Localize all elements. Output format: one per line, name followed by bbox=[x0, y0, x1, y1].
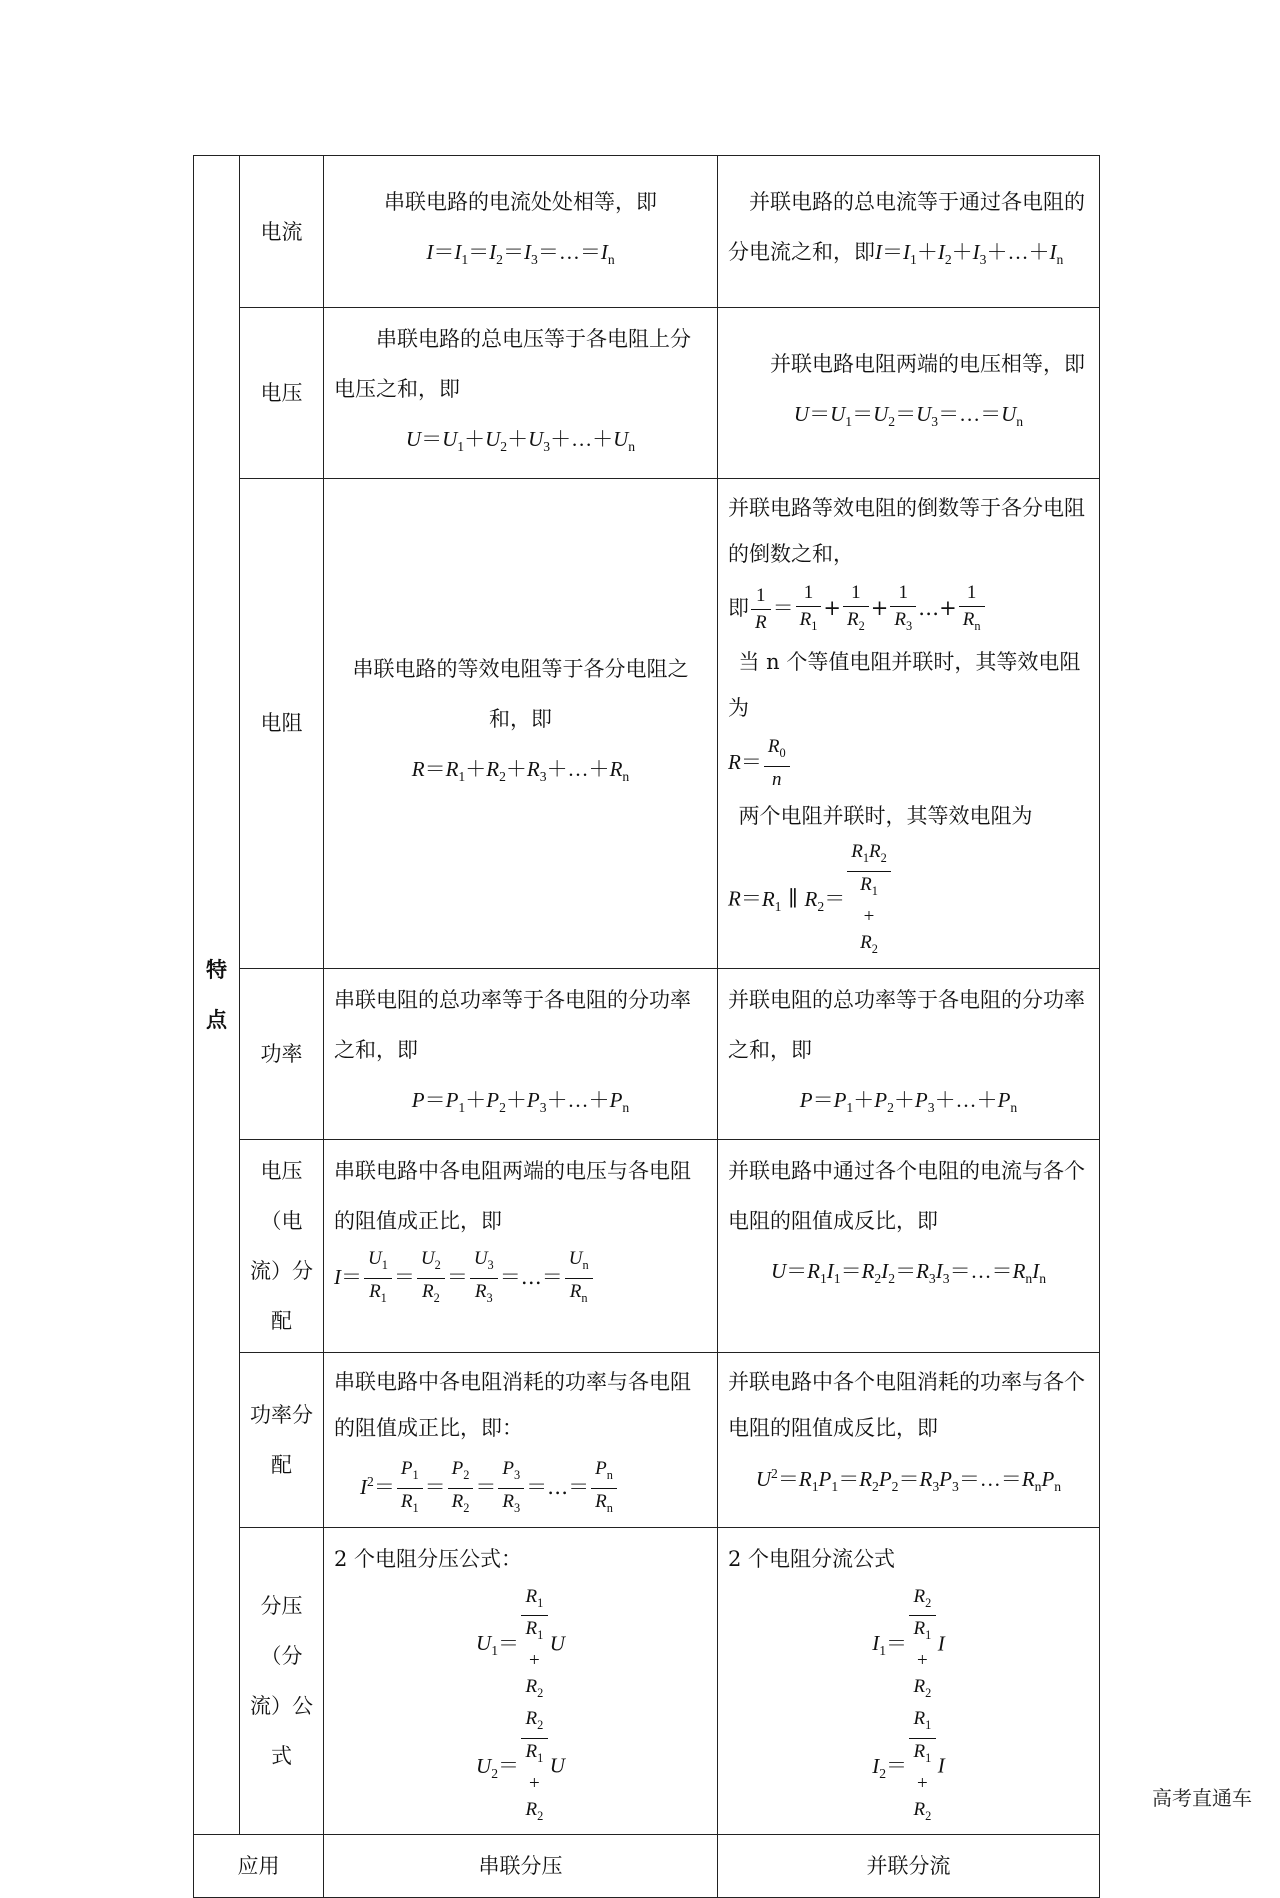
parallel-formula-i1: $I_1=$ $R_2$ $R_1$ + $R_2$ I bbox=[872, 1585, 945, 1700]
parallel-text-current bbox=[728, 177, 1089, 285]
parallel-text-current-body: 并联电路的总电流等于通过各电阻的分电流之和，即 bbox=[728, 190, 1085, 265]
parallel-cell-power-distribution bbox=[718, 1352, 1100, 1527]
row-current bbox=[194, 156, 1100, 308]
series-text-current: 串联电路的电流处处相等，即 bbox=[384, 190, 657, 215]
parallel-text-resistance-2: 当 n 个等值电阻并联时，其等效电阻为 bbox=[728, 650, 1081, 721]
series-text-voltage: 串联电路的总电压等于各电阻上分电压之和，即 bbox=[334, 327, 691, 401]
row-power bbox=[194, 968, 1100, 1139]
series-formula-u1: $U_1=$ $R_1$ $R_1$ + $R_2$ U bbox=[476, 1585, 565, 1700]
parallel-formula-equal-resistors: R＝ $\frac{R_0}{n}$ bbox=[728, 731, 1089, 793]
parallel-cell-divider-formula bbox=[718, 1527, 1100, 1835]
series-cell-application: 串联分压 bbox=[324, 1835, 718, 1898]
row-power-distribution bbox=[194, 1352, 1100, 1527]
parallel-text-power: 并联电阻的总功率等于各电阻的分功率之和，即 bbox=[728, 987, 1085, 1062]
parallel-text-vc-distribution: 并联电路中通过各个电阻的电流与各个电阻的阻值成反比，即 bbox=[728, 1158, 1085, 1233]
group-label-features bbox=[194, 156, 240, 1835]
row-vc-distribution bbox=[194, 1139, 1100, 1352]
series-cell-current bbox=[324, 156, 718, 308]
series-formula-resistance: $R=R_1+R_2+R_3+\dots+R_n$ bbox=[411, 757, 630, 785]
parallel-cell-voltage bbox=[718, 308, 1100, 479]
parallel-formula-two-resistors: $R=R_1$ ∥ $R_2=$ $R_1R_2$ $R_1$ + $R_2$ bbox=[728, 839, 1089, 961]
row-label-power-distribution: 功率分配 bbox=[240, 1352, 324, 1527]
circuit-comparison-table bbox=[193, 155, 1100, 1898]
parallel-cell-vc-distribution bbox=[718, 1139, 1100, 1352]
series-cell-resistance bbox=[324, 479, 718, 968]
row-label-voltage: 电压 bbox=[240, 308, 324, 479]
row-application bbox=[194, 1835, 1100, 1898]
row-label-power: 功率 bbox=[240, 968, 324, 1139]
series-formula-power: $P=P_1+P_2+P_3+\dots+P_n$ bbox=[411, 1087, 630, 1115]
series-cell-power bbox=[324, 968, 718, 1139]
series-formula-current: $I=I_1=I_2=I_3=\dots=I_n$ bbox=[426, 240, 615, 268]
row-label-resistance: 电阻 bbox=[240, 479, 324, 968]
parallel-formula-vc-distribution: $U=R_1I_1=R_2I_2=R_3I_3=\dots=R_nI_n$ bbox=[770, 1258, 1047, 1286]
series-cell-voltage bbox=[324, 308, 718, 479]
series-text-divider-formula: 2 个电阻分压公式： bbox=[334, 1546, 523, 1571]
parallel-formula-power: $P=P_1+P_2+P_3+\dots+P_n$ bbox=[799, 1087, 1018, 1115]
series-text-power: 串联电阻的总功率等于各电阻的分功率之和，即 bbox=[334, 987, 691, 1062]
parallel-formula-i2: $I_2=$ $R_1$ $R_1$ + $R_2$ I bbox=[872, 1707, 945, 1823]
row-divider-formula bbox=[194, 1527, 1100, 1835]
series-cell-power-distribution bbox=[324, 1352, 718, 1527]
parallel-formula-current: $I=I_1+I_2+I_3+\dots+I_n$ bbox=[875, 240, 1064, 268]
row-resistance bbox=[194, 479, 1100, 968]
row-label-current: 电流 bbox=[240, 156, 324, 308]
parallel-cell-power bbox=[718, 968, 1100, 1139]
series-cell-divider-formula bbox=[324, 1527, 718, 1835]
parallel-formula-reciprocal: 即 $\frac{1}{R}$ ＝ $\frac{1}{R_1}$ + $\frac{1}{R_2}$ + $\frac{1}{R_3}$ …+ $\frac{1}{R_n}$ bbox=[728, 577, 1089, 639]
series-formula-power-distribution: $I^2=$ $\frac{P_1}{R_1}$ ＝ $\frac{P_2}{R_2}$ ＝ $\frac{P_3}{R_3}$ ＝…＝ $\frac{P_n}{R_n}$ bbox=[334, 1451, 707, 1521]
series-formula-voltage: $U=U_1+U_2+U_3+\dots+U_n$ bbox=[405, 427, 636, 455]
parallel-formula-voltage: $U=U_1=U_2=U_3=\dots=U_n$ bbox=[793, 402, 1024, 430]
series-text-power-distribution: 串联电路中各电阻消耗的功率与各电阻的阻值成正比，即： bbox=[334, 1369, 691, 1440]
row-label-divider-formula: 分压（分流）公式 bbox=[240, 1527, 324, 1835]
parallel-ji-label: 即 bbox=[728, 596, 749, 621]
parallel-text-resistance-1: 并联电路等效电阻的倒数等于各分电阻的倒数之和， bbox=[728, 496, 1085, 567]
group-label-text: 特点 bbox=[206, 957, 227, 1033]
series-formula-vc-distribution: I＝ $\frac{U_1}{R_1}$ ＝ $\frac{U_2}{R_2}$ ＝ $\frac{U_3}{R_3}$ ＝…＝ $\frac{U_n}{R_n}$ bbox=[334, 1246, 707, 1311]
parallel-text-voltage: 并联电路电阻两端的电压相等，即 bbox=[770, 352, 1085, 376]
parallel-text-power-distribution: 并联电路中各个电阻消耗的功率与各个电阻的阻值成反比，即 bbox=[728, 1369, 1085, 1440]
footer-brand: 高考直通车 bbox=[1152, 1786, 1252, 1810]
series-formula-u2: $U_2=$ $R_2$ $R_1$ + $R_2$ U bbox=[476, 1707, 565, 1823]
series-text-resistance: 串联电路的等效电阻等于各分电阻之和，即 bbox=[352, 657, 689, 732]
parallel-text-resistance-3: 两个电阻并联时，其等效电阻为 bbox=[738, 804, 1033, 829]
parallel-cell-current bbox=[718, 156, 1100, 308]
parallel-cell-resistance bbox=[718, 479, 1100, 968]
parallel-text-divider-formula: 2 个电阻分流公式 bbox=[728, 1546, 896, 1571]
row-voltage bbox=[194, 308, 1100, 479]
series-text-vc-distribution: 串联电路中各电阻两端的电压与各电阻的阻值成正比，即 bbox=[334, 1158, 691, 1233]
row-label-vc-distribution: 电压（电流）分配 bbox=[240, 1139, 324, 1352]
parallel-cell-application: 并联分流 bbox=[718, 1835, 1100, 1898]
series-cell-vc-distribution bbox=[324, 1139, 718, 1352]
row-label-application: 应用 bbox=[194, 1835, 324, 1898]
parallel-formula-power-distribution: $U^2=R_1P_1=R_2P_2=R_3P_3=\dots=R_nP_n$ bbox=[755, 1465, 1062, 1494]
